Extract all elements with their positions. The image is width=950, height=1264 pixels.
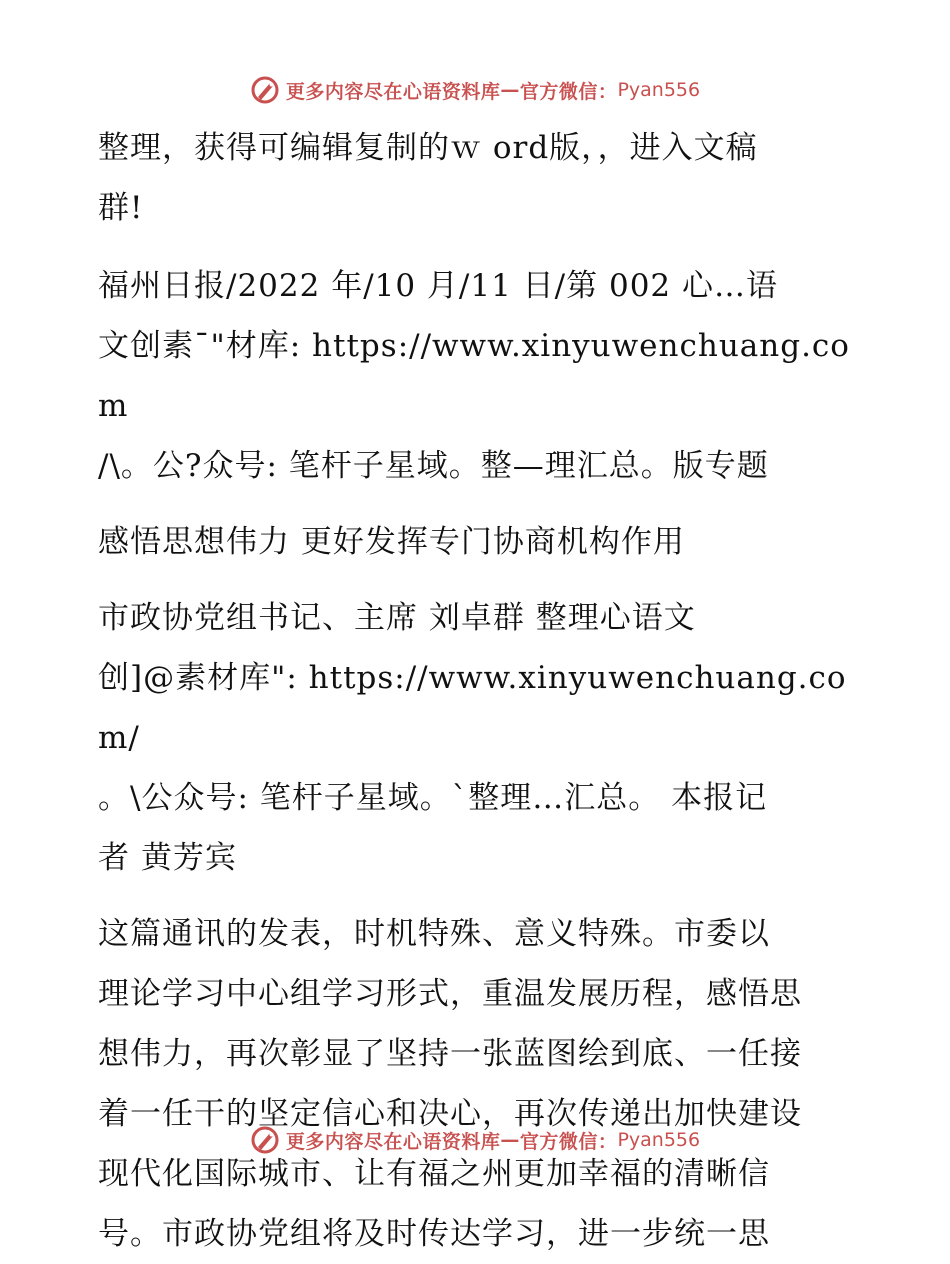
footer-banner: [0, 1123, 950, 1157]
paragraph-line: 整理，获得可编辑复制的ｗ ord版，，进入文稿: [98, 130, 758, 166]
banner-main-text: 更多内容尽在心语资料库: [285, 80, 501, 103]
banner-wechat-id: Pyan556: [617, 79, 701, 101]
paragraph-line: 想伟力，再次彰显了坚持一张蓝图绘到底、一任接: [98, 1036, 802, 1072]
paragraph-line: 市政协党组书记、主席 刘卓群 整理心语文: [98, 600, 696, 636]
paragraph-line: /\。公?众号: 笔杆子星域。整—理汇总。版专题: [98, 448, 769, 484]
banner-main-text: 更多内容尽在心语资料库: [285, 1130, 501, 1153]
header-banner: [0, 73, 950, 107]
banner-wechat-label: 官方微信：: [519, 1130, 618, 1153]
paragraph-line: 这篇通讯的发表，时机特殊、意义特殊。市委以: [98, 916, 770, 952]
document-body: [98, 118, 858, 1264]
paragraph-line: 群!: [98, 190, 144, 226]
banner-wechat-id: Pyan556: [617, 1129, 701, 1151]
paragraph-line: 创]@素材库": https://www.xinyuwenchuang.com/: [98, 660, 847, 756]
banner-separator: —: [500, 1129, 520, 1151]
paragraph-line: 理论学习中心组学习形式，重温发展历程，感悟思: [98, 976, 802, 1012]
paragraph-line: 现代化国际城市、让有福之州更加幸福的清晰信: [98, 1156, 770, 1192]
paragraph-line: 者 黄芳宾: [98, 840, 237, 876]
article-title: 感悟思想伟力 更好发挥专门协商机构作用: [98, 524, 685, 560]
brand-logo-icon: [250, 1125, 280, 1155]
paragraph-line: 文创素¯"材库: https://www.xinyuwenchuang.com: [98, 328, 850, 424]
brand-logo-icon: [250, 75, 280, 105]
paragraph-line: 号。市政协党组将及时传达学习，进一步统一思: [98, 1216, 770, 1252]
paragraph-line: 福州日报/2022 年/10 月/11 日/第 002 心…语: [98, 268, 779, 304]
banner-wechat-label: 官方微信：: [519, 80, 618, 103]
paragraph-line: 着一任干的坚定信心和决心，再次传递出加快建设: [98, 1096, 802, 1132]
banner-separator: —: [500, 79, 520, 101]
paragraph-line: 。\公众号: 笔杆子星域。`整理…汇总。 本报记: [98, 780, 768, 816]
